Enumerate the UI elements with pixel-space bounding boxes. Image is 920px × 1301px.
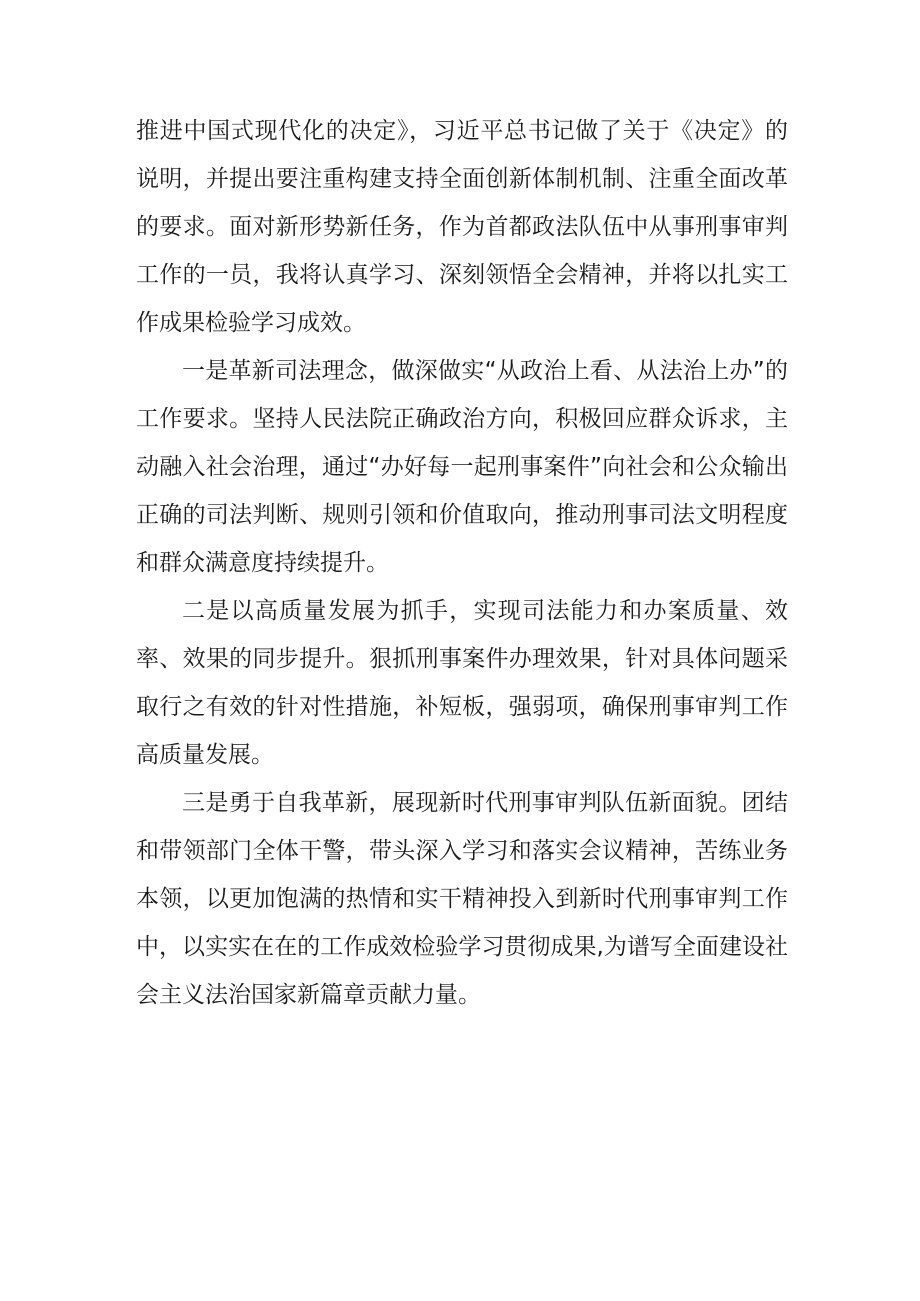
paragraph-intro: 推进中国式现代化的决定》，习近平总书记做了关于《决定》的说明，并提出要注重构建支持全面创新体制机制、注重全面改革的要求。面对新形势新任务，作为首都政法队伍中从事刑事审判工作的一员，我将认真学习、深刻领悟全会精神，并将以扎实工作成果检验学习成效。 [136, 118, 788, 336]
paragraph-point-two: 二是以高质量发展为抓手，实现司法能力和办案质量、效率、效果的同步提升。狠抓刑事案件办理效果，针对具体问题采取行之有效的针对性措施，补短板，强弱项，确保刑事审判工作高质量发展。 [136, 598, 788, 768]
paragraph-point-one: 一是革新司法理念，做深做实“从政治上看、从法治上办”的工作要求。坚持人民法院正确政治方向，积极回应群众诉求，主动融入社会治理，通过“办好每一起刑事案件”向社会和公众输出正确的司法判断、规则引领和价值取向，推动刑事司法文明程度和群众满意度持续提升。 [136, 358, 788, 576]
paragraph-point-three: 三是勇于自我革新，展现新时代刑事审判队伍新面貌。团结和带领部门全体干警，带头深入学习和落实会议精神，苦练业务本领，以更加饱满的热情和实干精神投入到新时代刑事审判工作中，以实实在在的工作成效检验学习贯彻成果,为谱写全面建设社会主义法治国家新篇章贡献力量。 [136, 790, 788, 1008]
document-body [136, 107, 788, 1019]
